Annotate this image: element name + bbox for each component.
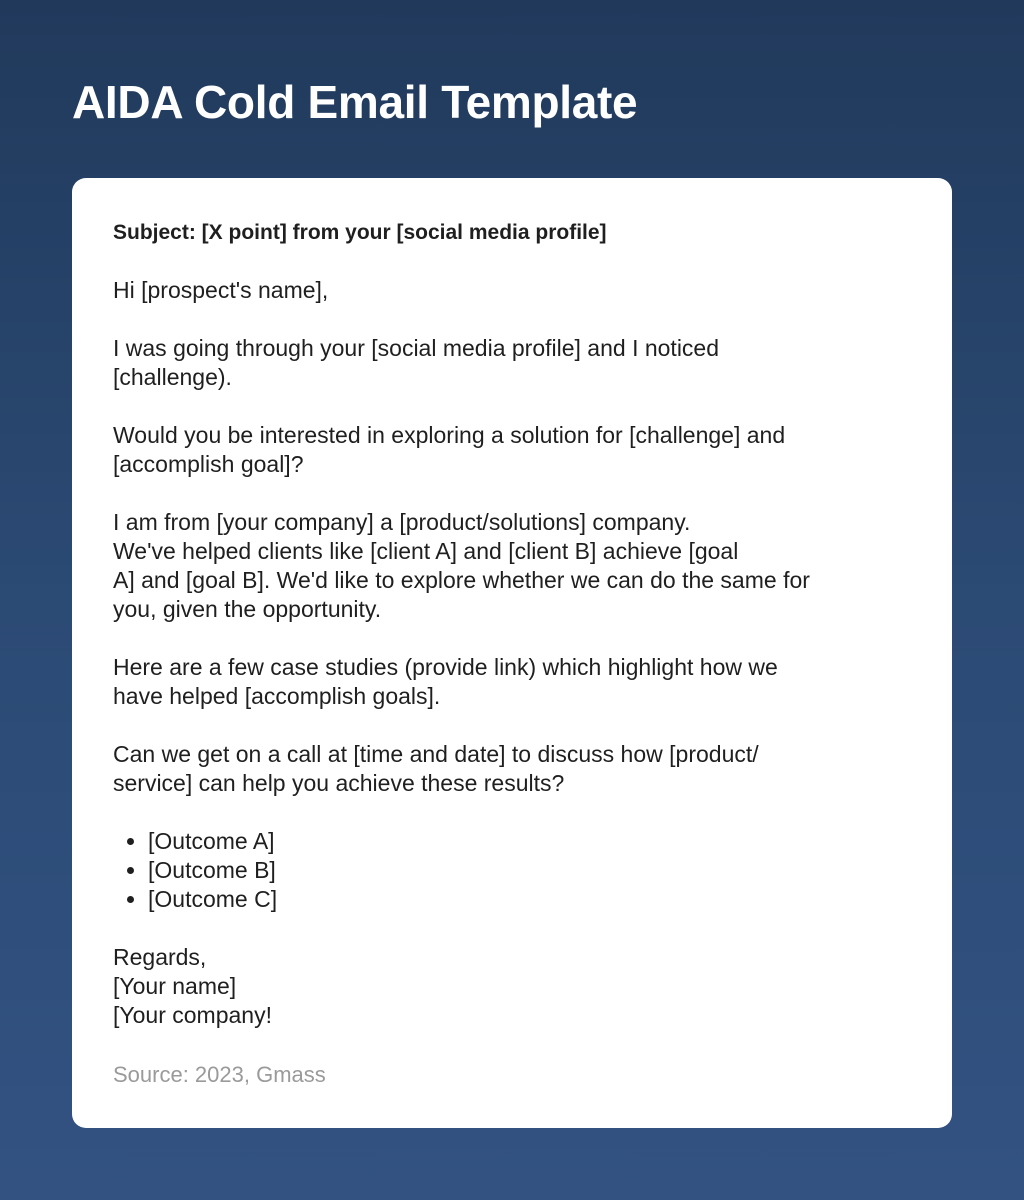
outcomes-list	[113, 827, 912, 914]
text-line: [accomplish goal]?	[113, 451, 304, 477]
text-line: Would you be interested in exploring a solution for [challenge] and	[113, 422, 786, 448]
text-line: Here are a few case studies (provide link) which highlight how we	[113, 654, 778, 680]
text-line: We've helped clients like [client A] and [client B] achieve [goal	[113, 538, 739, 564]
text-line: I am from [your company] a [product/solutions] company.	[113, 509, 691, 535]
text-line: service] can help you achieve these results?	[113, 770, 565, 796]
text-line: [Your name]	[113, 973, 237, 999]
desire-paragraph	[113, 508, 903, 624]
list-item: • [Outcome B]	[148, 856, 912, 885]
interest-paragraph	[113, 421, 903, 479]
email-greeting: Hi [prospect's name],	[113, 277, 329, 303]
list-item: • [Outcome C]	[148, 885, 912, 914]
proof-paragraph	[113, 653, 903, 711]
email-subject: Subject: [X point] from your [social media profile]	[113, 221, 607, 244]
list-item: • [Outcome A]	[148, 827, 912, 856]
email-template-card	[72, 178, 952, 1128]
action-paragraph	[113, 740, 903, 798]
text-line: [challenge).	[113, 364, 232, 390]
attention-paragraph	[113, 334, 903, 392]
text-line: A] and [goal B]. We'd like to explore whether we can do the same for	[113, 567, 810, 593]
email-signoff	[113, 943, 912, 1030]
source-note: Source: 2023, Gmass	[113, 1062, 326, 1087]
text-line: Can we get on a call at [time and date] to discuss how [product/	[113, 741, 759, 767]
text-line: you, given the opportunity.	[113, 596, 382, 622]
text-line: Regards,	[113, 944, 207, 970]
text-line: I was going through your [social media profile] and I noticed	[113, 335, 720, 361]
page-title: AIDA Cold Email Template	[72, 76, 638, 128]
text-line: [Your company!	[113, 1002, 272, 1028]
text-line: have helped [accomplish goals].	[113, 683, 441, 709]
